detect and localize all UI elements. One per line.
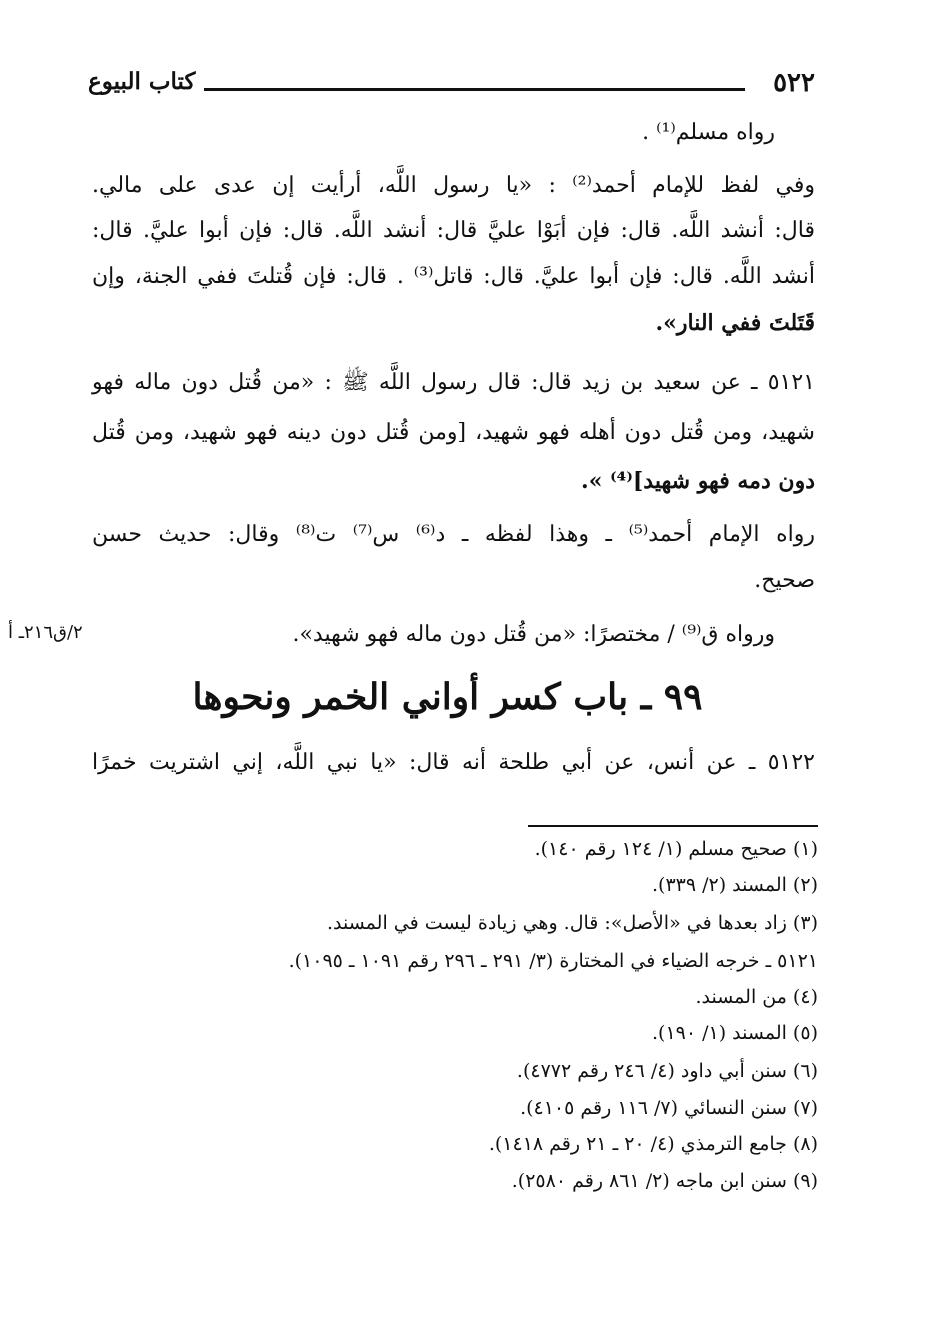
body-line-5: قَتَلتَ ففي النار». (655, 310, 815, 336)
footnote-separator (528, 825, 818, 827)
body-line-1: رواه مسلم⁽¹⁾ . (642, 120, 775, 145)
hadith-5121-line-1: ٥١٢١ ـ عن سعيد بن زيد قال: قال رسول اللَّه ﷺ : «من قُتل دون ماله فهو (92, 370, 815, 395)
page-header (88, 68, 815, 102)
page-number: ٥٢٢ (773, 68, 815, 98)
footnote-8: (٨) جامع الترمذي (٤/ ٢٠ ـ ٢١ رقم ١٤١٨). (488, 1133, 818, 1155)
narration-line-1: رواه الإمام أحمد⁽⁵⁾ ـ وهذا لفظه ـ د⁽⁶⁾ س⁽⁷⁾ ت⁽⁸⁾ وقال: حديث حسن (92, 522, 815, 547)
footnote-5: (٥) المسند (١/ ١٩٠). (651, 1022, 818, 1044)
hadith-5121-line-2: شهيد، ومن قُتل دون أهله فهو شهيد، [ومن قُتل دون دينه فهو شهيد، ومن قُتل (92, 420, 815, 445)
footnote-9: (٩) سنن ابن ماجه (٢/ ٨٦١ رقم ٢٥٨٠). (511, 1170, 818, 1192)
footnote-1: (١) صحيح مسلم (١/ ١٢٤ رقم ١٤٠). (534, 838, 818, 860)
chapter-title: ٩٩ ـ باب كسر أواني الخمر ونحوها (192, 676, 703, 718)
footnote-3: (٣) زاد بعدها في «الأصل»: قال. وهي زيادة ليست في المسند. (326, 912, 818, 934)
narration-line-3: ورواه ق⁽⁹⁾ / مختصرًا: «من قُتل دون ماله فهو شهيد». (292, 622, 775, 647)
hadith-5122-line-1: ٥١٢٢ ـ عن أنس، عن أبي طلحة أنه قال: «يا نبي اللَّه، إني اشتريت خمرًا (92, 750, 815, 775)
footnote-4: (٤) من المسند. (695, 986, 818, 1008)
body-line-4: أنشد اللَّه. قال: فإن أبوا عليَّ. قال: قاتل⁽³⁾ . قال: فإن قُتلتَ ففي الجنة، وإن (92, 264, 816, 289)
footnote-7: (٧) سنن النسائي (٧/ ١١٦ رقم ٤١٠٥). (520, 1097, 818, 1119)
body-line-2: وفي لفظ للإمام أحمد⁽²⁾ : «يا رسول اللَّه، أرأيت إن عدى على مالي. (92, 173, 815, 198)
hadith-5121-line-3: دون دمه فهو شهيد]⁽⁴⁾ ». (581, 468, 815, 494)
body-line-3: قال: أنشد اللَّه. قال: فإن أبَوْا عليَّ قال: أنشد اللَّه. قال: فإن أبوا عليَّ. قال: (92, 218, 815, 243)
running-title: كتاب البيوع (88, 68, 196, 95)
margin-manuscript-note: ٢/ق٢١٦ـ أ (8, 622, 83, 643)
footnote-2: (٢) المسند (٢/ ٣٣٩). (651, 874, 818, 896)
footnote-5121: ٥١٢١ ـ خرجه الضياء في المختارة (٣/ ٢٩١ ـ ٢٩٦ رقم ١٠٩١ ـ ١٠٩٥). (288, 950, 818, 972)
footnote-6: (٦) سنن أبي داود (٤/ ٢٤٦ رقم ٤٧٧٢). (516, 1060, 818, 1082)
narration-line-2: صحيح. (754, 568, 815, 593)
header-rule (204, 88, 745, 91)
